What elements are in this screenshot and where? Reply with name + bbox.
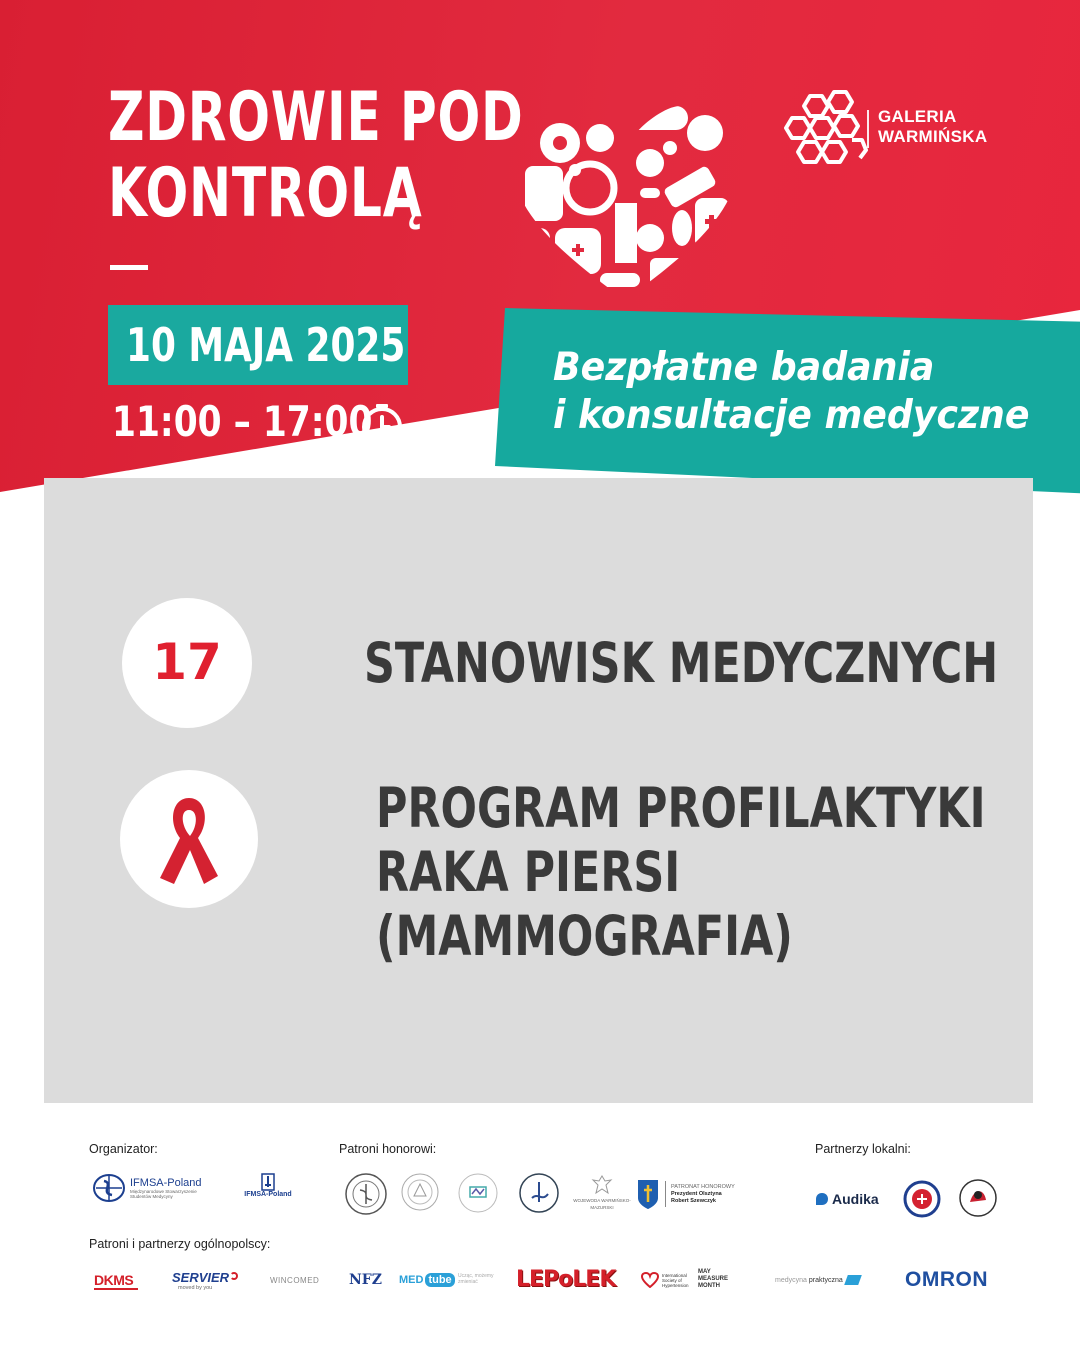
logo-line-1: GALERIA <box>878 107 957 126</box>
title-line-1: ZDROWIE POD <box>108 78 524 157</box>
voivode-emblem <box>572 1168 632 1216</box>
date-badge <box>108 305 408 385</box>
medtube-tagline: Ucząc, możemy zmieniać <box>458 1273 494 1285</box>
eagle-emblem-icon <box>591 1173 613 1197</box>
national-partners-label: Patroni i partnerzy ogólnopolscy: <box>89 1237 271 1251</box>
heart-outline-icon <box>641 1272 659 1288</box>
stations-count: 17 <box>152 633 222 691</box>
galeria-warminska-logo <box>780 88 870 168</box>
dkms-underline <box>94 1288 138 1290</box>
voivode-text: WOJEWODA WARMIŃSKO-MAZURSKI <box>573 1198 631 1210</box>
ifmsa-emblem-icon <box>260 1173 276 1191</box>
servier-tagline: moved by you <box>178 1285 213 1291</box>
ribbon-badge <box>120 770 258 908</box>
program-line-3: (MAMMOGRAFIA) <box>376 904 793 968</box>
title-line-2: KONTROLĄ <box>108 154 423 233</box>
servier-swoosh-icon <box>230 1272 238 1280</box>
medycyna-praktyczna-logo <box>775 1272 861 1288</box>
clock-icon <box>358 402 406 450</box>
ifmsa-subtitle: Międzynarodowe Stowarzyszenie Studentów Medycyny <box>130 1189 197 1199</box>
program-line-2: RAKA PIERSI <box>376 840 681 904</box>
honorary-patrons-label: Patroni honorowi: <box>339 1142 437 1156</box>
stations-count-badge <box>122 598 252 728</box>
title-divider <box>110 265 148 270</box>
patronage-line-3: Robert Szewczyk <box>671 1197 716 1204</box>
medtube-part-2: tube <box>425 1273 454 1287</box>
omron-logo: OMRON <box>905 1268 988 1291</box>
organizer-label: Organizator: <box>89 1142 158 1156</box>
medical-chamber-seal-icon <box>344 1172 388 1216</box>
nfz-logo: NFZ <box>349 1272 382 1288</box>
banner-line-2: i konsultacje medyczne <box>553 393 1030 438</box>
banner-line-1: Bezpłatne badania <box>553 345 935 390</box>
medical-heart-icon <box>500 88 750 308</box>
mammography-program <box>376 776 986 968</box>
may-measure-month-text: MAY MEASURE MONTH <box>698 1269 729 1289</box>
dkms-logo: DKMS <box>94 1272 134 1288</box>
local-partner-emblem-icon <box>903 1180 941 1218</box>
servier-logo: SERVIER <box>172 1270 230 1285</box>
hero-section <box>0 0 1080 500</box>
mp-part-1: medycyna <box>775 1276 807 1284</box>
galeria-warminska-wordmark <box>878 107 987 147</box>
logo-separator <box>867 110 869 148</box>
ish-text: International Society of Hypertension <box>662 1273 689 1288</box>
audika-logo <box>815 1188 890 1210</box>
logo-line-2: WARMIŃSKA <box>878 127 988 146</box>
medtube-logo <box>399 1270 455 1290</box>
program-line-1: PROGRAM PROFILAKTYKI <box>376 776 986 840</box>
local-club-emblem-icon <box>956 1176 1000 1220</box>
event-date: 10 MAJA 2025 <box>126 318 406 372</box>
mp-part-2: praktyczna <box>808 1276 843 1284</box>
audika-name: Audika <box>832 1191 879 1207</box>
olsztyn-coat-of-arms-icon <box>636 1178 660 1210</box>
patronage-line-1: PATRONAT HONOROWY <box>671 1183 735 1190</box>
ifmsa-small-name: IFMSA-Poland <box>244 1190 292 1198</box>
olsztyn-mayor-patronage <box>636 1176 766 1212</box>
event-title <box>108 80 523 232</box>
university-seal-icon <box>400 1172 440 1212</box>
wincomed-logo: WINCOMED <box>270 1276 320 1285</box>
banner-text <box>553 344 1029 440</box>
ifmsa-small-logo <box>238 1165 298 1205</box>
event-time: 11:00 – 17:00 <box>112 397 373 446</box>
medtube-part-1: MED <box>399 1274 424 1286</box>
university-warmia-seal-icon <box>457 1172 499 1214</box>
patronage-line-2: Prezydent Olsztyna <box>671 1190 722 1197</box>
audika-mark-icon <box>815 1192 829 1206</box>
stations-label: STANOWISK MEDYCZNYCH <box>364 631 999 695</box>
awareness-ribbon-icon <box>150 792 228 888</box>
ifmsa-globe-icon <box>92 1173 126 1203</box>
ifmsa-poland-logo <box>86 1170 216 1206</box>
mp-mark-icon <box>844 1275 862 1285</box>
local-partners-label: Partnerzy lokalni: <box>815 1142 911 1156</box>
ifmsa-name: IFMSA-Poland <box>130 1177 202 1189</box>
nursing-seal-icon <box>518 1172 560 1214</box>
lepolek-logo: LEPoLEK <box>516 1267 616 1292</box>
